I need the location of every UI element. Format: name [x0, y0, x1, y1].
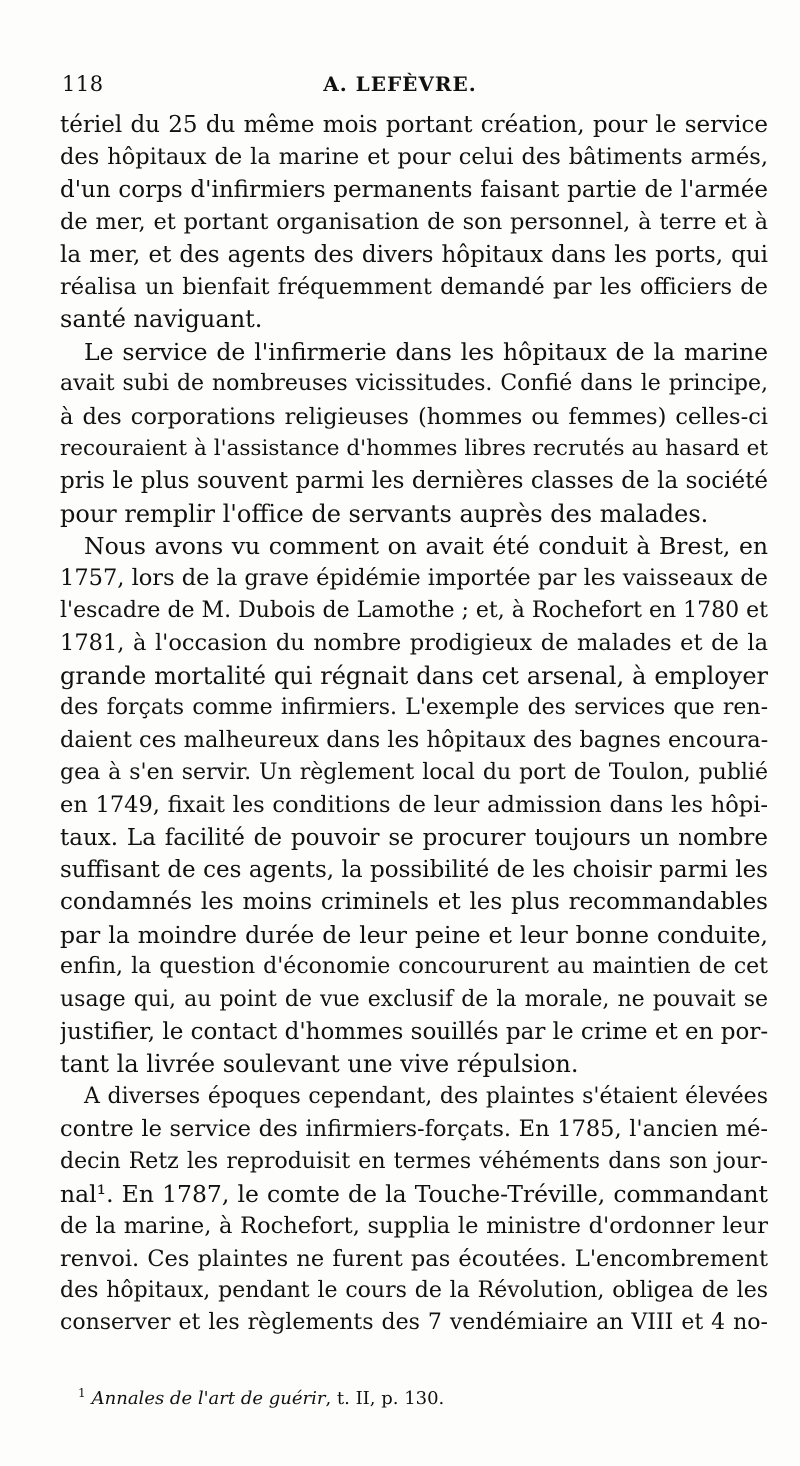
text-line: justifier, le contact d'hommes souillés par le crime et en por-: [60, 1018, 768, 1045]
text-line: nal¹. En 1787, le comte de la Touche-Tréville, commandant: [60, 1179, 768, 1208]
text-line: daient ces malheureux dans les hôpitaux des bagnes encoura-: [60, 727, 768, 754]
text-line: de la marine, à Rochefort, supplia le ministre d'ordonner leur: [60, 1213, 768, 1240]
page-header: [62, 72, 738, 102]
footnote-marker: 1: [78, 1386, 86, 1400]
text-line: des hôpitaux de la marine et pour celui des bâtiments armés,: [60, 144, 768, 171]
footnote-title: Annales de l'art de guérir: [91, 1388, 326, 1409]
text-line: decin Retz les reproduisit en termes véhéments dans son jour-: [60, 1148, 768, 1174]
text-line: en 1749, fixait les conditions de leur admission dans les hôpi-: [60, 792, 768, 819]
running-head: A. LEFÈVRE.: [323, 72, 477, 96]
text-line: renvoi. Ces plaintes ne furent pas écoutées. L'encombrement: [60, 1245, 768, 1272]
text-line: conserver et les règlements des 7 vendémiaire an VIII et 4 no-: [60, 1310, 768, 1336]
footnote: [78, 1381, 444, 1411]
footnote-reference: , t. II, p. 130.: [325, 1388, 445, 1409]
text-line: gea à s'en servir. Un règlement local du port de Toulon, publié: [60, 759, 768, 785]
body-text: [60, 109, 768, 1340]
text-line: recouraient à l'assistance d'hommes libres recrutés au hasard et: [60, 435, 768, 461]
text-line: pris le plus souvent parmi les dernières classes de la société: [60, 468, 768, 495]
text-line: A diverses époques cependant, des plaintes s'étaient élevées: [84, 1083, 768, 1109]
text-line: tériel du 25 du même mois portant création, pour le service: [60, 112, 768, 138]
text-line: avait subi de nombreuses vicissitudes. Confié dans le principe,: [60, 371, 768, 397]
text-line: des hôpitaux, pendant le cours de la Révolution, obligea de les: [60, 1278, 768, 1304]
text-line: santé naviguant.: [60, 305, 263, 334]
page-number: 118: [62, 72, 104, 96]
text-line: par la moindre durée de leur peine et leur bonne conduite,: [60, 920, 768, 949]
text-line: grande mortalité qui régnait dans cet arsenal, à employer: [60, 661, 768, 690]
text-line: contre le service des infirmiers-forçats. En 1785, l'ancien mé-: [60, 1116, 768, 1143]
text-line: à des corporations religieuses (hommes ou femmes) celles-ci: [60, 403, 768, 430]
text-line: pour remplir l'office de servants auprès des malades.: [60, 499, 709, 528]
text-line: Nous avons vu comment on avait été conduit à Brest, en: [84, 532, 768, 561]
text-line: enfin, la question d'économie concoururent au maintien de cet: [60, 954, 768, 980]
text-line: tant la livrée soulevant une vive répulsion.: [60, 1050, 579, 1079]
text-line: de mer, et portant organisation de son personnel, à terre et à: [60, 209, 768, 236]
text-line: usage qui, au point de vue exclusif de la morale, ne pouvait se: [60, 986, 768, 1012]
text-line: condamnés les moins criminels et les plus recommandables: [60, 889, 768, 916]
text-line: Le service de l'infirmerie dans les hôpitaux de la marine: [84, 337, 768, 366]
text-line: taux. La facilité de pouvoir se procurer toujours un nombre: [60, 824, 768, 851]
text-line: des forçats comme infirmiers. L'exemple des services que ren-: [60, 695, 768, 721]
text-line: la mer, et des agents des divers hôpitaux dans les ports, qui: [60, 241, 768, 268]
text-line: l'escadre de M. Dubois de Lamothe ; et, à Rochefort en 1780 et: [60, 597, 768, 623]
text-line: 1781, à l'occasion du nombre prodigieux de malades et de la: [60, 630, 768, 657]
text-line: 1757, lors de la grave épidémie importée par les vaisseaux de: [60, 565, 768, 592]
text-line: réalisa un bienfait fréquemment demandé par les officiers de: [60, 273, 768, 300]
text-line: d'un corps d'infirmiers permanents faisant partie de l'armée: [60, 176, 768, 203]
text-line: suffisant de ces agents, la possibilité de les choisir parmi les: [60, 856, 768, 883]
